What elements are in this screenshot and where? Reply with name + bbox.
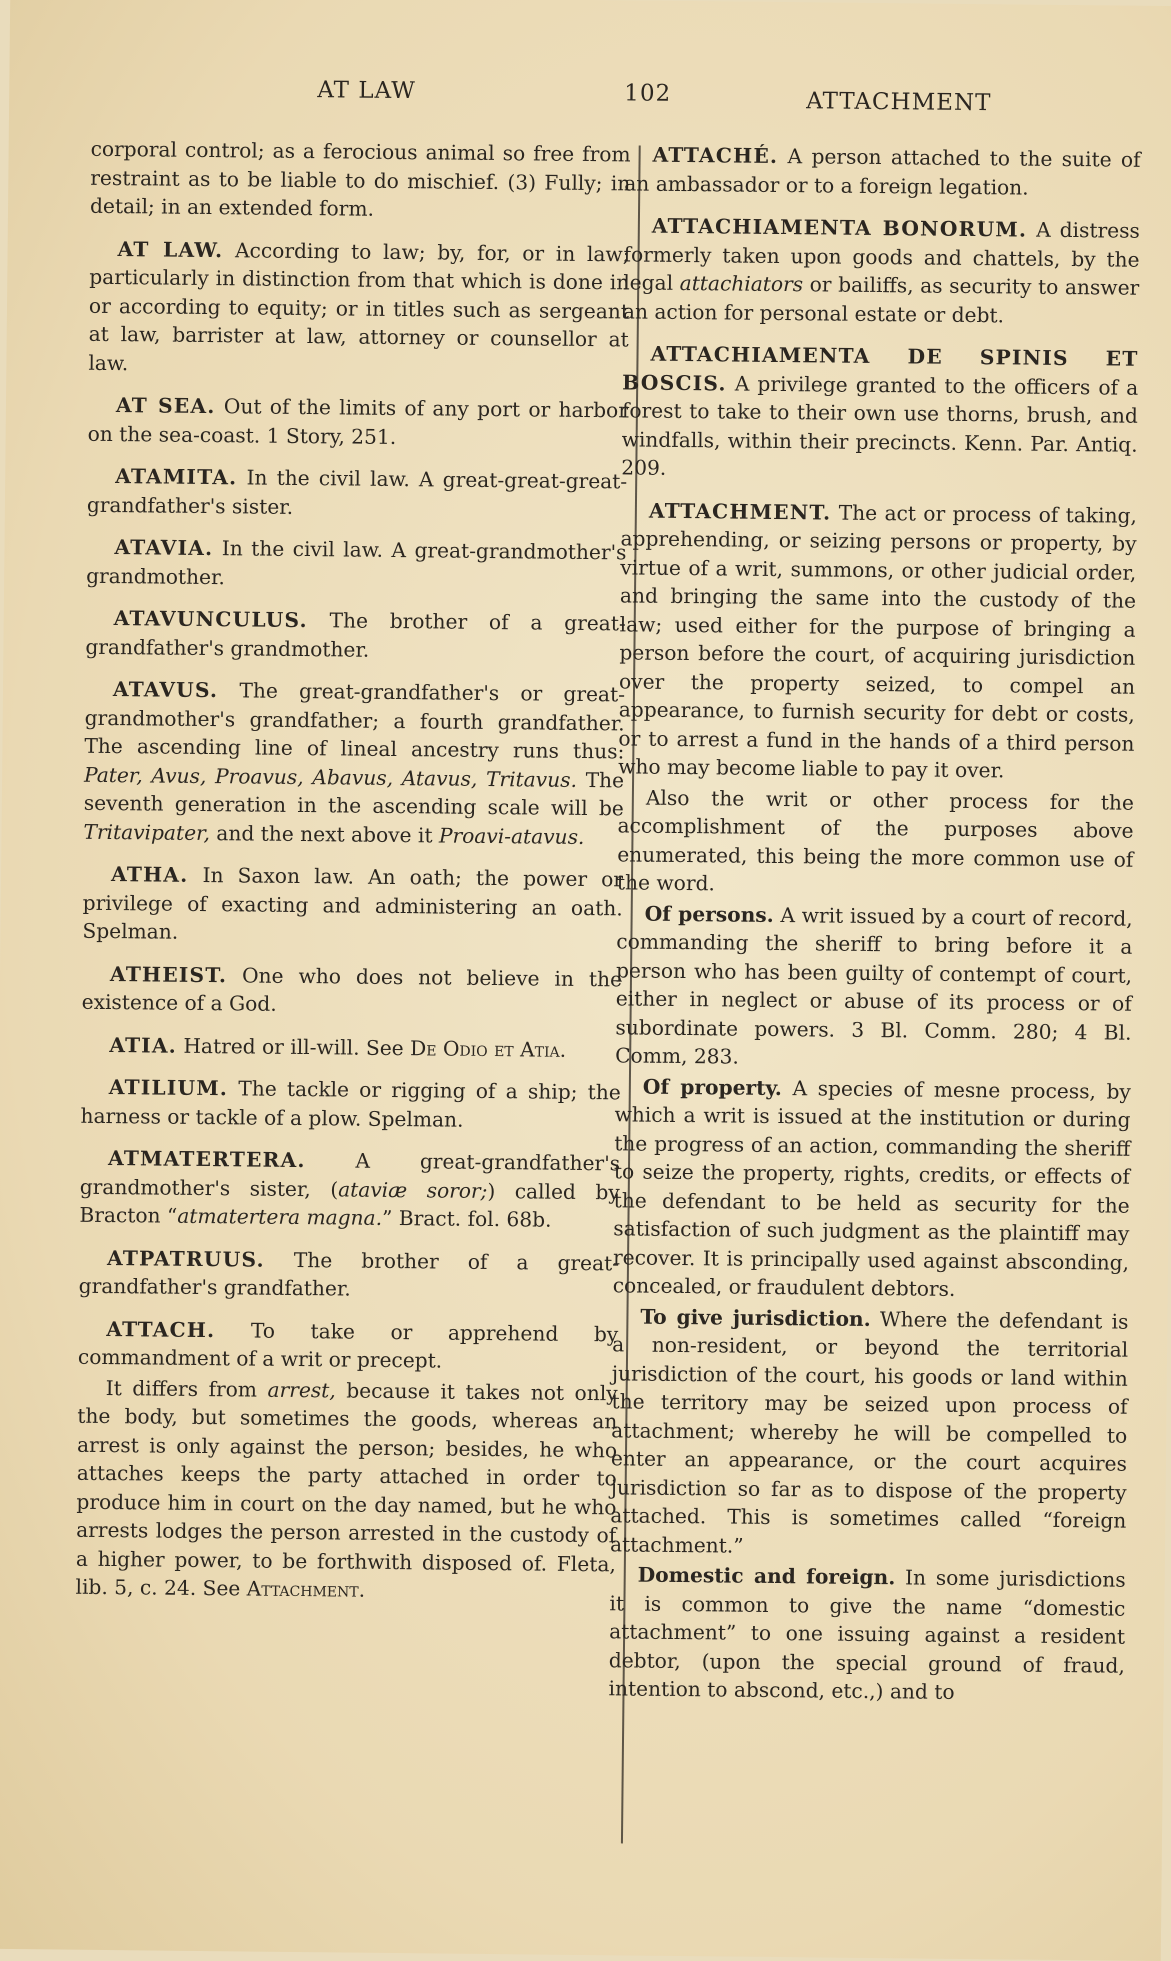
paragraph: A writ issued by a court of record, commanding the sheriff to bring before it a person who has been guilty of contempt of court, either in neglect or abuse of its process or of subordinate powers. 3 Bl. Comm. 280; 4 Bl. Comm, 283. [615,902,1133,1069]
definition: To take or apprehend by commandment of a writ or precept. [77,1318,619,1373]
cross-reference: Attachment. [246,1576,366,1602]
subhead-of-persons: Of persons. [644,901,774,927]
definition: The tackle or rigging of a ship; the harness or tackle of a plow. Spelman. [80,1076,621,1132]
entry-atia [81,1030,621,1064]
definition: A person attached to the suite of an ambassador or to a foreign legation. [624,144,1141,200]
entry-attache [624,140,1141,202]
entry-atavia [86,533,627,596]
term-attachiators: attachiators [679,270,804,297]
paragraph: In some jurisdictions it is common to give the name “domestic attachment” to one issuing against a resident debtor, (upon the special ground of fraud, intention to abscond, etc.,) and to [608,1565,1126,1704]
entry-atilium [80,1073,621,1136]
headword: ATTACHMENT. [648,498,832,525]
definition: The brother of a great-grandfather's grandfather. [78,1247,620,1301]
term-proavi-atavus: Proavi-atavus. [438,822,585,849]
headword: ATILIUM. [108,1075,229,1101]
definition-cont: and the next above it [216,820,433,847]
definition: A privilege granted to the officers of a forest to take to their own use thorns, brush, and windfalls, within their precincts. Kenn. Par. Antiq. 209. [621,371,1139,480]
subhead-to-give-jurisdiction: To give jurisdiction. [640,1304,871,1331]
page-number: 102 [624,80,672,107]
latin-phrase: ataviæ soror; [338,1176,488,1203]
headword: ATIA. [109,1032,178,1058]
headword: ATTACHIAMENTA BONORUM. [651,213,1028,242]
latin-phrase: atmatertera magna. [177,1203,383,1230]
definition: In the civil law. A great-grandmother's grandmother. [86,536,627,589]
continuation-text: corporal control; as a ferocious animal so free from restraint as to be liable to do mischief. (3) Fully; in detail; in an extended form. [89,136,631,221]
paragraph: Where the defendant is a non-resident, or beyond the territorial jurisdiction of the court, his goods or land within the territory may be seized upon process of attachment; whereby he will be compelled to enter an appearance, or the court acquires jurisdiction so far as to dispose of the property attached. This is sometimes called “foreign attachment.” [609,1306,1129,1558]
entry-atavus [83,675,625,852]
definition: A great-grandfather's grandmother's sister, ( [79,1148,621,1201]
definition: One who does not believe in the existence of a God. [81,962,623,1016]
definition: Hatred or ill-will. See [183,1033,404,1060]
definition: According to law; by, for, or in law; particularly in distinction from that which is done in or according to equity; or in titles such as sergeant at law, barrister at law, attorney or counsellor at law. [88,237,630,375]
headword: AT SEA. [115,393,216,419]
headword: ATAVUS. [112,677,219,703]
entry-attachiamenta-bonorum [623,211,1140,330]
paragraph: It differs from [105,1375,258,1402]
entry-atheist [82,959,623,1022]
headword: ATPATRUUS. [106,1245,265,1272]
left-column [75,135,630,1621]
definition-cont: or bailiffs, as security to answer an action for personal estate or debt. [622,272,1140,327]
headword: ATAVIA. [114,535,214,561]
paragraph-cont: because it takes not only the body, but sometimes the goods, whereas an arrest is only against the person; besides, he who attaches keeps the party attached in order to produce him in court on the day named, but he who arrests lodges the person arrested in the custody of a higher power, to be forthwith disposed of. Fleta, lib. 5, c. 24. See [75,1378,618,1601]
entry-at-sea [88,391,629,454]
entry-attachiamenta-de-spinis [621,339,1138,487]
header-left-guide-word: AT LAW [317,77,417,105]
headword: ATHEIST. [109,961,228,987]
cross-reference: De Odio et Atia. [410,1035,567,1062]
lineage-terms: Pater, Avus, Proavus, Abavus, Atavus, Tritavus. [83,762,578,792]
entry-atha [82,860,623,951]
definition: The great-grandfather's or great-grandmother's grandfather; a fourth grandfather. The ascending line of lineal ancestry runs thus: [84,678,626,764]
citation: ” Bract. fol. 68b. [381,1205,552,1232]
entry-at-law [88,234,629,382]
headword: ATAVUNCULUS. [113,606,308,633]
entry-attach [75,1314,618,1607]
definition: In Saxon law. An oath; the power or privilege of exacting and administering an oath. Spelman. [82,862,624,944]
subhead-domestic-and-foreign: Domestic and foreign. [637,1562,896,1590]
right-column [608,140,1140,1722]
headword: ATHA. [110,862,189,887]
entry-continuation [90,135,631,226]
headword: ATMATERTERA. [107,1146,306,1173]
entry-atavunculus [85,604,626,667]
headword: ATTACHIAMENTA DE SPINIS ET BOSCIS. [622,341,1139,395]
definition-cont: ) called by Bracton “ [79,1178,620,1228]
definition: The brother of a great-grandfather's grandmother. [85,608,626,662]
paragraph: A species of mesne process, by which a writ is issued at the institution or during the progress of an action, commanding the sheriff to seize the property, rights, credits, or effects of the defendant to be held as security for the satisfaction of such judgment as the plaintiff may recover. It is principally used against absconding, concealed, or fraudulent debtors. [612,1075,1131,1301]
definition: A distress formerly taken upon goods and chattels, by the legal [623,217,1140,295]
entry-atpatruus [79,1243,620,1306]
definition: In the civil law. A great-great-great-grandfather's sister. [86,465,628,519]
headword: ATAMITA. [115,464,238,490]
definition-cont: The seventh generation in the ascending scale will be [83,767,625,821]
subhead-of-property: Of property. [642,1074,783,1100]
header-right-guide-word: ATTACHMENT [806,88,992,117]
headword: ATTACHÉ. [652,142,779,168]
definition: Out of the limits of any port or harbor on the sea-coast. 1 Story, 251. [87,394,629,449]
headword: AT LAW. [117,236,224,262]
headword: ATTACH. [106,1316,216,1342]
entry-atamita [87,462,628,525]
entry-atmatertera [79,1144,620,1235]
entry-attachment [608,496,1137,1708]
paragraph-also: Also the writ or other process for the accomplishment of the purposes above enumerated, this being the more common use of the word. [616,785,1134,896]
term-tritavipater: Tritavipater, [83,819,211,845]
running-header [9,74,1171,126]
term-arrest: arrest, [267,1377,336,1402]
definition: The act or process of taking, apprehending, or seizing persons or property, by virtue of a writ, summons, or other judicial order, and bringing the same into the custody of the law; used either for the purpose of bringing a person before the court, of acquiring jurisdiction over the property seized, to compel an appearance, to furnish security for debt or costs, or to arrest a fund in the hands of a third person who may become liable to pay it over. [618,500,1137,783]
